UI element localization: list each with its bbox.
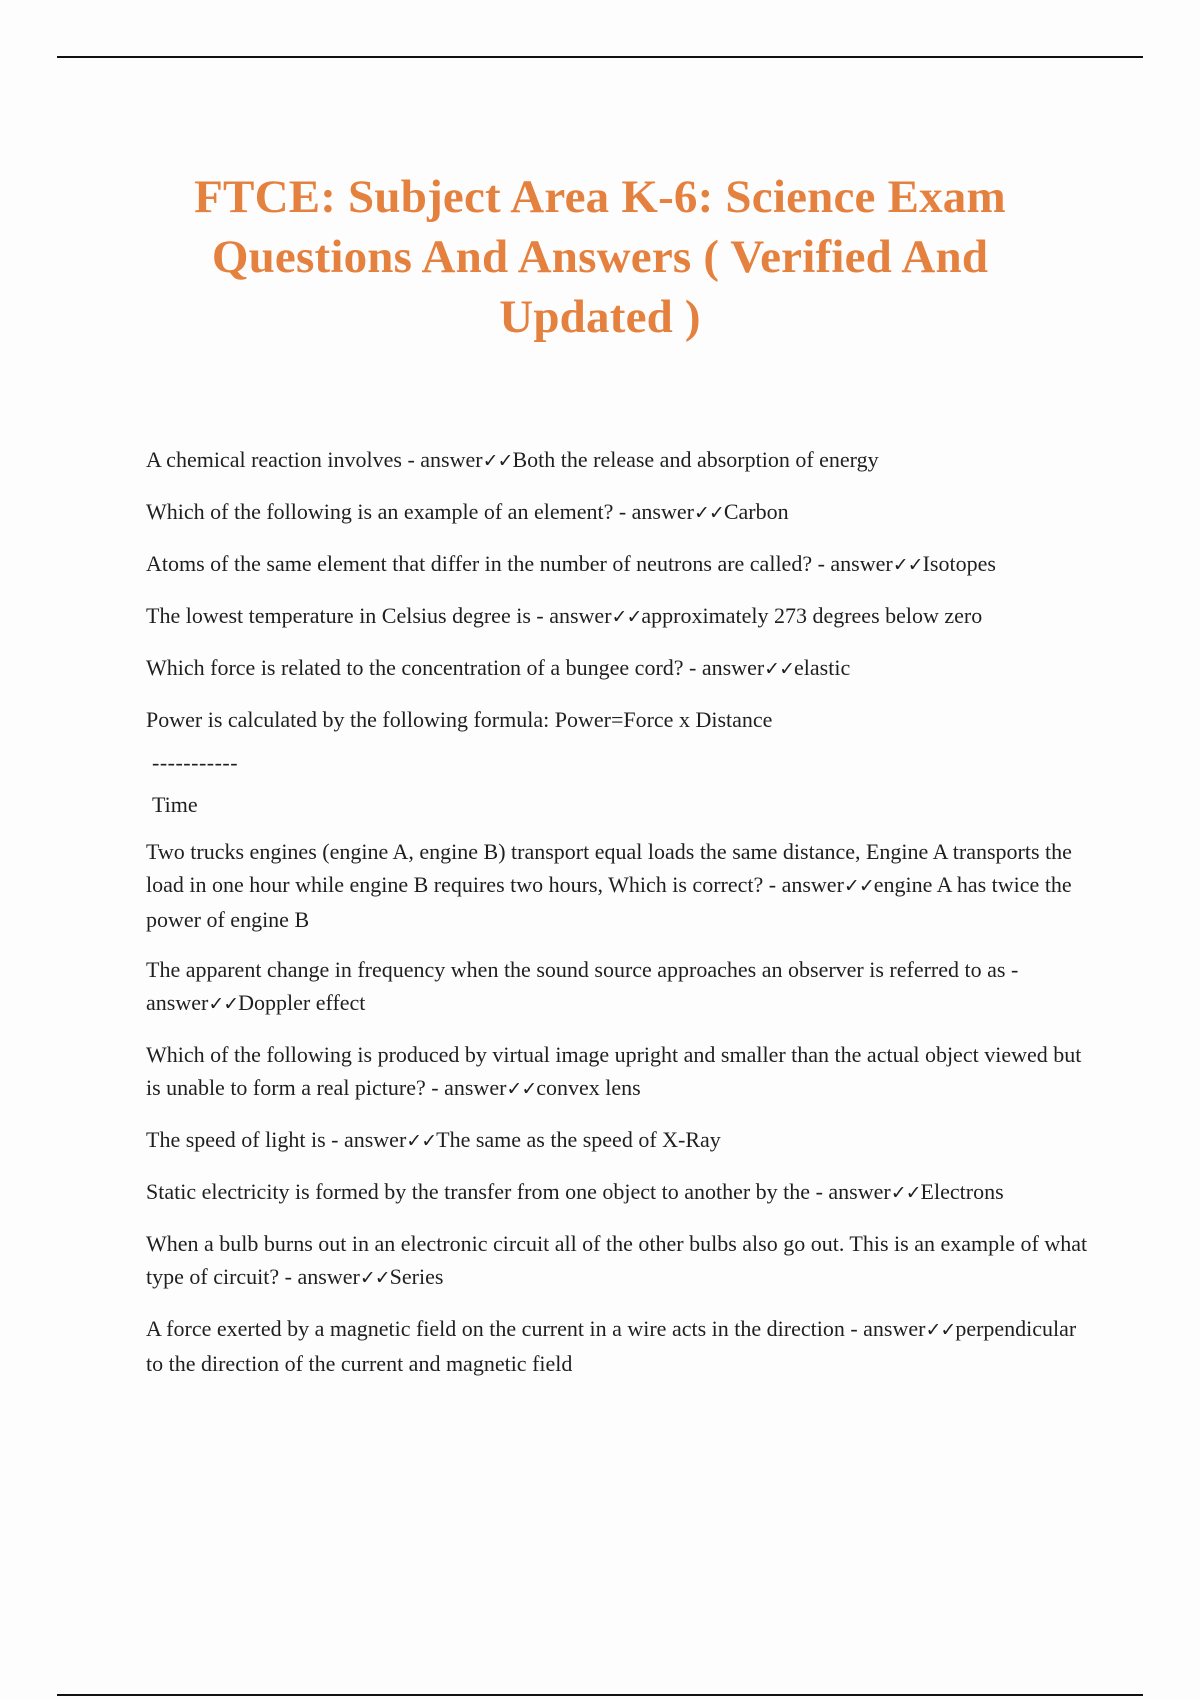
check-icon: ✓✓ — [482, 450, 513, 472]
answer-label: - answer — [425, 1075, 507, 1100]
check-icon: ✓✓ — [764, 658, 795, 680]
qa-item — [146, 1175, 1096, 1210]
check-icon: ✓✓ — [693, 502, 724, 524]
qa-item — [146, 1123, 1096, 1158]
answer-text: convex lens — [536, 1075, 641, 1100]
question-text: Which of the following is produced by virtual image upright and smaller than the actual object viewed but is unable to form a real picture? — [146, 1042, 1082, 1100]
answer-label: - answer — [763, 872, 844, 897]
answer-text: Carbon — [723, 499, 789, 524]
check-icon: ✓✓ — [925, 1319, 956, 1341]
answer-label: - answer — [613, 499, 694, 524]
question-text: Static electricity is formed by the transfer from one object to another by the — [146, 1179, 811, 1204]
question-text: Which force is related to the concentration of a bungee cord? — [146, 655, 684, 680]
answer-label: - answer — [325, 1127, 407, 1152]
qa-item — [146, 953, 1096, 1021]
answer-text: approximately 273 degrees below zero — [641, 603, 983, 628]
qa-content — [146, 443, 1096, 1397]
answer-label: - answer — [810, 1179, 891, 1204]
question-text: When a bulb burns out in an electronic circuit all of the other bulbs also go out. This is an example of what type of circuit? — [146, 1231, 1088, 1289]
check-icon: ✓✓ — [359, 1267, 390, 1289]
answer-label: - answer — [401, 447, 483, 472]
answer-text: elastic — [794, 655, 851, 680]
answer-text: Series — [389, 1264, 444, 1289]
footer-rule — [57, 1694, 1143, 1696]
question-text: Which of the following is an example of an element? — [146, 499, 614, 524]
answer-text: Isotopes — [922, 551, 996, 576]
answer-text: Doppler effect — [238, 990, 366, 1015]
qa-item — [146, 835, 1096, 936]
check-icon: ✓✓ — [892, 554, 923, 576]
check-icon: ✓✓ — [506, 1078, 537, 1100]
question-text: The lowest temperature in Celsius degree is — [146, 603, 531, 628]
question-text: The speed of light is — [146, 1127, 326, 1152]
header-rule — [57, 56, 1143, 58]
answer-label: - answer — [844, 1316, 926, 1341]
answer-text: Both the release and absorption of energy — [512, 447, 879, 472]
answer-label: - answer — [146, 957, 1019, 1015]
check-icon: ✓✓ — [406, 1130, 437, 1152]
formula-line: Power is calculated by the following formula: Power=Force x Distance — [146, 707, 773, 732]
answer-label: - answer — [812, 551, 893, 576]
question-text: The apparent change in frequency when the sound source approaches an observer is referred to as — [146, 957, 1006, 982]
qa-item — [146, 1038, 1096, 1106]
answer-label: - answer — [279, 1264, 360, 1289]
question-text: Two trucks engines (engine A, engine B) transport equal loads the same distance, Engine A transports the load in one hour while engine B requires two hours, Which is correct? — [146, 839, 1072, 897]
answer-text: perpendicular to the direction of the current and magnetic field — [146, 1316, 1077, 1376]
answer-text: engine A has twice the power of engine B — [146, 872, 1072, 932]
answer-text: Electrons — [920, 1179, 1004, 1204]
qa-item — [146, 651, 1096, 686]
qa-item — [146, 495, 1096, 530]
qa-item — [146, 443, 1096, 478]
fraction-separator: ----------- — [152, 750, 239, 775]
answer-label: - answer — [683, 655, 765, 680]
qa-list-2 — [146, 835, 1096, 1380]
qa-item — [146, 599, 1096, 634]
question-text: A force exerted by a magnetic field on the current in a wire acts in the direction — [146, 1316, 845, 1341]
answer-label: - answer — [530, 603, 612, 628]
answer-text: The same as the speed of X-Ray — [436, 1127, 721, 1152]
check-icon: ✓✓ — [611, 606, 642, 628]
question-text: A chemical reaction involves — [146, 447, 402, 472]
qa-item — [146, 547, 1096, 582]
check-icon: ✓✓ — [843, 875, 874, 897]
qa-item — [146, 1312, 1096, 1380]
check-icon: ✓✓ — [208, 993, 239, 1015]
qa-item — [146, 1227, 1096, 1295]
page-title: FTCE: Subject Area K-6: Science Exam Questions And Answers ( Verified And Updated ) — [194, 171, 1006, 343]
qa-list-1 — [146, 443, 1096, 686]
check-icon: ✓✓ — [890, 1182, 921, 1204]
fraction-denominator: Time — [152, 792, 198, 817]
question-text: Atoms of the same element that differ in the number of neutrons are called? — [146, 551, 813, 576]
